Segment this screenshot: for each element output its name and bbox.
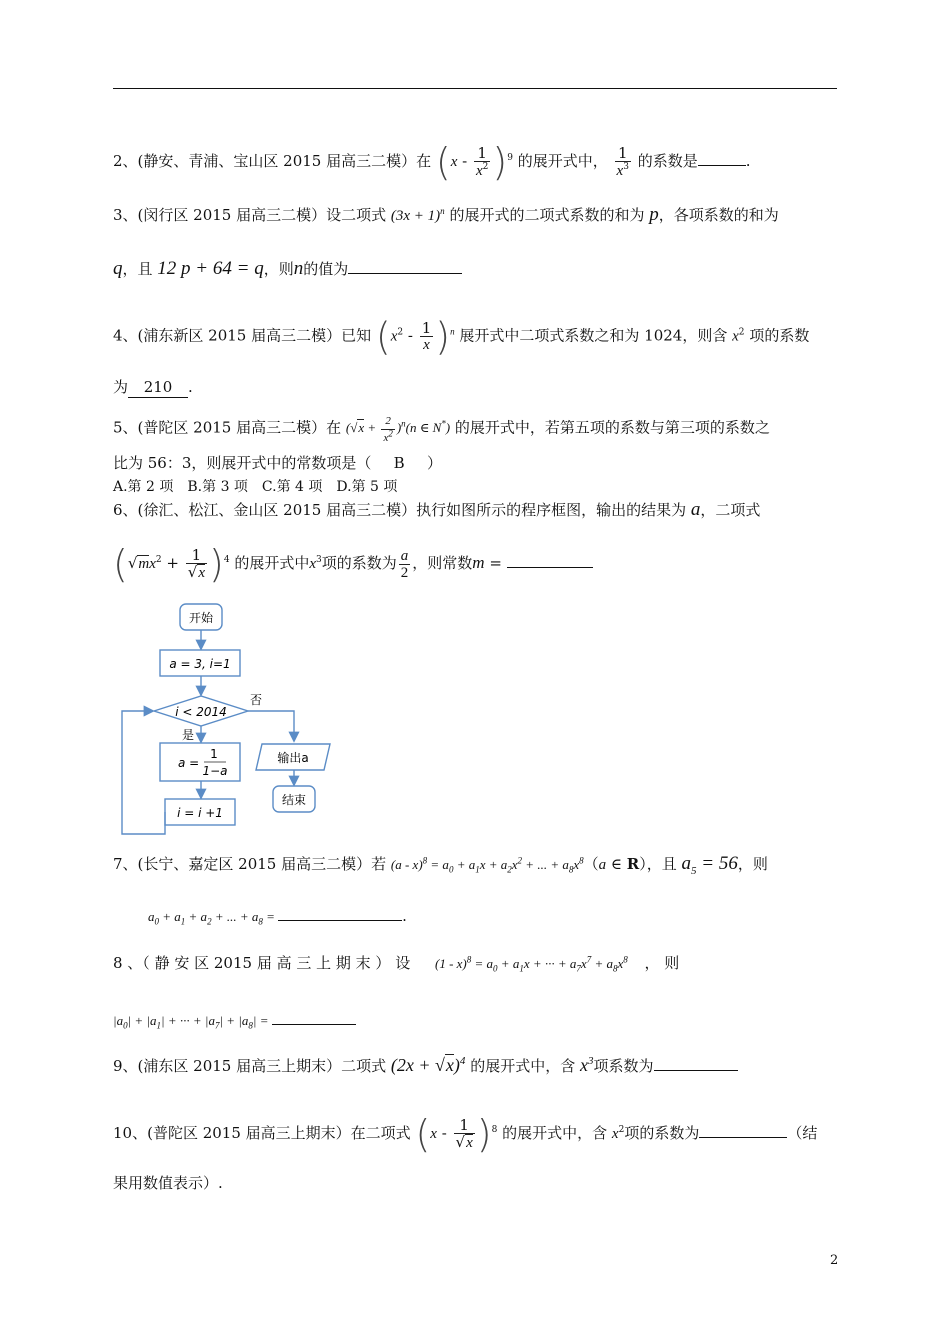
problem-9: 9、(浦东区 2015 届高三上期末）二项式 $(2x + √x)^4$ 的展开式中，含 $x^3$项系数为 bbox=[113, 1055, 738, 1076]
problem-6: 6、(徐汇、松江、金山区 2015 届高三二模）执行如图所示的程序框图，输出的结果为 a，二项式 bbox=[113, 499, 761, 520]
svg-text:开始: 开始 bbox=[188, 611, 214, 625]
problem-4-line2: 为 210 . bbox=[113, 378, 193, 396]
svg-text:1: 1 bbox=[210, 747, 218, 761]
problem-10: 10、(普陀区 2015 届高三上期末）在二项式 (x - $\frac{1}{√x}$ )$^8$ 的展开式中，含 $x^2$项的系数为 （结 bbox=[113, 1112, 818, 1156]
answer-filled: 210 bbox=[128, 377, 188, 398]
answer-choice: B bbox=[393, 454, 405, 472]
problem-4: 4、(浦东新区 2015 届高三二模）已知 ($x^2$ - $\frac{1}{x}$ )$^n$ 展开式中二项式系数之和为 1024，则含 $x^2$ 项的系数 bbox=[113, 314, 810, 359]
answer-blank bbox=[654, 1056, 738, 1071]
problem-2: 2、(静安、青浦、宝山区 2015 届高三二模）在 (x - $\frac{1}{x^2}$ )$^9$ 的展开式中， $\frac{1}{x^3}$ 的系数是 . bbox=[113, 140, 751, 184]
problem-6-line2: ($√mx^2$ + $\frac{1}{√x}$ )$^4$ 的展开式中$x^3$项的系数为 $\frac{a}{2}$ ，则常数m = bbox=[113, 547, 593, 581]
problem-3: 3、(闵行区 2015 届高三二模）设二项式 $(3x + 1)^n$ 的展开式的二项式系数的和为 p，各项系数的和为 bbox=[113, 204, 779, 225]
answer-blank bbox=[699, 1123, 787, 1138]
svg-text:1−a: 1−a bbox=[202, 764, 228, 778]
page-number: 2 bbox=[830, 1253, 839, 1268]
svg-text:是: 是 bbox=[182, 728, 195, 742]
problem-5-line2: 比为 56：3，则展开式中的常数项是（ B ） bbox=[113, 454, 442, 472]
svg-text:a =: a = bbox=[178, 756, 200, 770]
svg-text:i = i +1: i = i +1 bbox=[177, 806, 223, 820]
header-rule bbox=[113, 88, 837, 89]
answer-blank bbox=[348, 259, 462, 274]
svg-text:i < 2014: i < 2014 bbox=[175, 705, 227, 719]
answer-blank bbox=[278, 906, 402, 921]
program-flowchart bbox=[110, 598, 350, 848]
answer-blank bbox=[698, 151, 746, 166]
problem-5-options: A.第 2 项 B.第 3 项 C.第 4 项 D.第 5 项 bbox=[113, 479, 398, 495]
problem-7: 7、(长宁、嘉定区 2015 届高三二模）若 $(a - x)^8 = a_0 + a_1x + a_2x^2$ + ... + $a_8x^8(a$ ∈ R），且 $a_5 = 56$，则 bbox=[113, 853, 768, 877]
svg-text:输出a: 输出a bbox=[277, 751, 309, 765]
answer-blank bbox=[507, 553, 593, 568]
problem-7-line2: $a_0 + a_1 + a_2$ + ... + $a_8$ = . bbox=[148, 907, 407, 927]
problem-8: 8 、（ 静 安 区 2015 届 高 三 上 期 末 ） 设 $(1 - x)^8 = a_0 + a_1x$ + ··· + $a_7x^7 + a_8x^8$ ， 则 bbox=[113, 954, 680, 974]
problem-10-line2: 果用数值表示）. bbox=[113, 1174, 223, 1192]
answer-blank bbox=[272, 1010, 356, 1025]
problem-5: 5、(普陀区 2015 届高三二模）在 (√x + $\frac{2}{x^2}$ )$^n$(n ∈ N*) 的展开式中，若第五项的系数与第三项的系数之 bbox=[113, 415, 770, 444]
svg-text:a = 3, i=1: a = 3, i=1 bbox=[169, 657, 231, 671]
flow-assign-box bbox=[160, 743, 240, 781]
svg-text:结束: 结束 bbox=[281, 793, 307, 807]
problem-3-line2: q，且 12 p + 64 = q，则n的值为 bbox=[113, 259, 462, 279]
svg-text:否: 否 bbox=[250, 693, 263, 707]
problem-8-line2: $|a_0| + |a_1|$ + ··· + $|a_7| + |a_8|$ = bbox=[113, 1010, 356, 1031]
